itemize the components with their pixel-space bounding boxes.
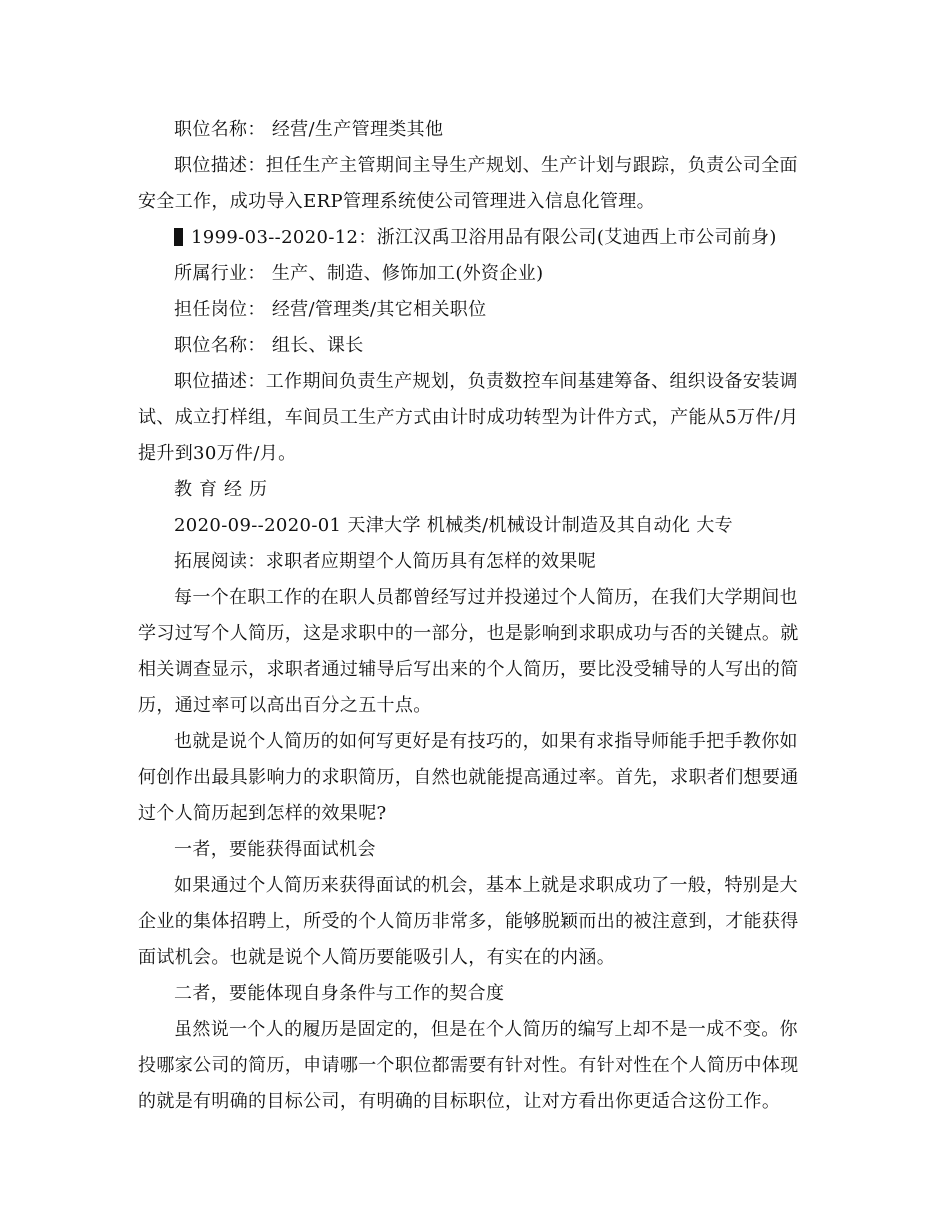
bullet-mark-icon	[174, 228, 183, 246]
post-line-2: 担任岗位： 经营/管理类/其它相关职位	[174, 299, 487, 320]
experience-entry-2	[138, 220, 814, 256]
point-heading-1: 一者，要能获得面试机会	[174, 839, 376, 860]
point-heading-2: 二者，要能体现自身条件与工作的契合度	[174, 983, 505, 1004]
education-entry: 2020-09--2020-01 天津大学 机械类/机械设计制造及其自动化 大专	[174, 515, 733, 536]
position-name-line-2: 职位名称： 组长、课长	[174, 335, 364, 356]
body-paragraph-3: 如果通过个人简历来获得面试的机会，基本上就是求职成功了一般，特别是大企业的集体招聘上，所受的个人简历非常多，能够脱颖而出的被注意到，才能获得面试机会。也就是说个人简历要能吸引人，有实在的内涵。	[138, 875, 799, 968]
body-paragraph-1: 每一个在职工作的在职人员都曾经写过并投递过个人简历，在我们大学期间也学习过写个人简历，这是求职中的一部分，也是影响到求职成功与否的关键点。就相关调查显示，求职者通过辅导后写出来的个人简历，要比没受辅导的人写出的简历，通过率可以高出百分之五十点。	[138, 587, 799, 716]
experience-entry-text: 1999-03--2020-12：浙江汉禹卫浴用品有限公司(艾迪西上市公司前身)	[191, 227, 777, 248]
position-name-line-1: 职位名称： 经营/生产管理类其他	[174, 119, 444, 140]
document-page	[138, 112, 814, 1120]
body-paragraph-4: 虽然说一个人的履历是固定的，但是在个人简历的编写上却不是一成不变。你投哪家公司的简历，申请哪一个职位都需要有针对性。有针对性在个人简历中体现的就是有明确的目标公司，有明确的目标职位，让对方看出你更适合这份工作。	[138, 1019, 799, 1112]
body-paragraph-2: 也就是说个人简历的如何写更好是有技巧的，如果有求指导师能手把手教你如何创作出最具影响力的求职简历，自然也就能提高通过率。首先，求职者们想要通过个人简历起到怎样的效果呢?	[138, 731, 799, 824]
education-heading: 教育经历	[174, 479, 274, 500]
industry-line-2: 所属行业： 生产、制造、修饰加工(外资企业)	[174, 263, 544, 284]
position-description-2: 职位描述：工作期间负责生产规划，负责数控车间基建筹备、组织设备安装调试、成立打样组，车间员工生产方式由计时成功转型为计件方式，产能从5万件/月提升到30万件/月。	[138, 371, 799, 464]
extended-reading-title: 拓展阅读：求职者应期望个人简历具有怎样的效果呢	[174, 551, 597, 572]
position-description-1: 职位描述：担任生产主管期间主导生产规划、生产计划与跟踪，负责公司全面安全工作，成功导入ERP管理系统使公司管理进入信息化管理。	[138, 155, 798, 212]
